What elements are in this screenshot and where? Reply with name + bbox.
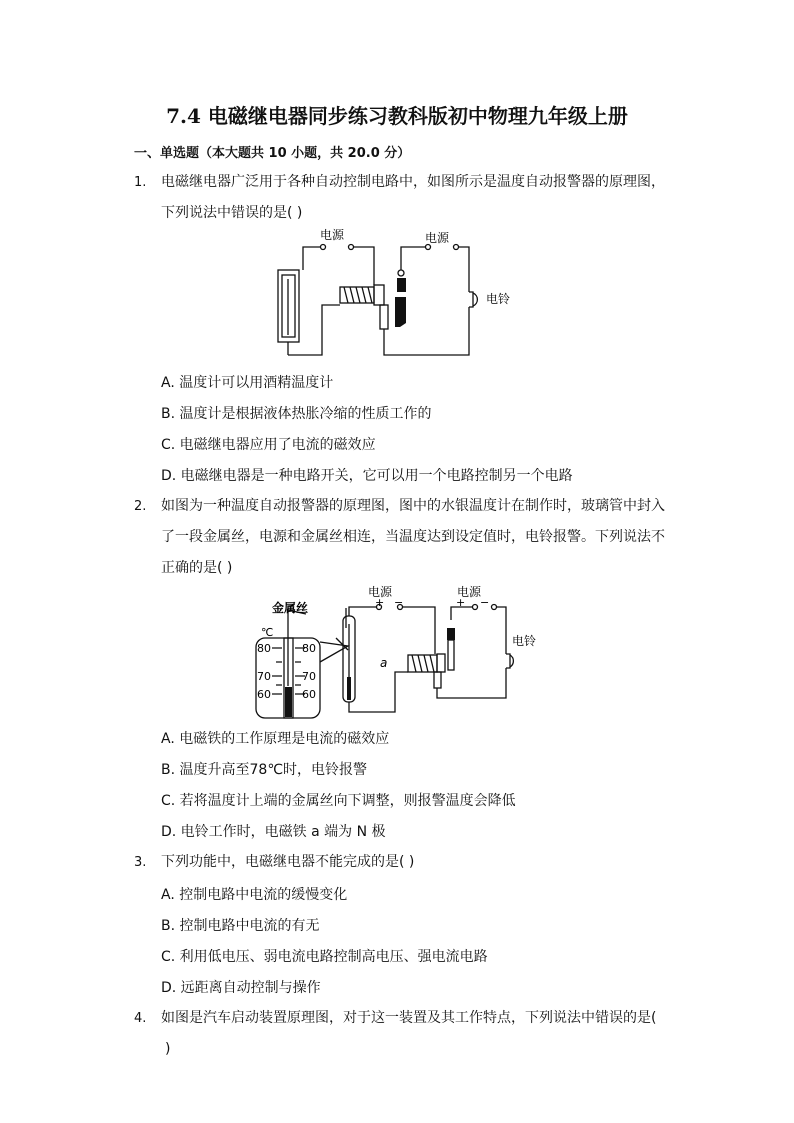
- answer-option: A. 控制电路中电流的缓慢变化: [161, 887, 348, 903]
- label-minus: −: [480, 596, 490, 609]
- label-end-a: a: [380, 656, 388, 670]
- scale-tick: 70: [257, 670, 271, 683]
- question-number: 2.: [134, 499, 147, 514]
- question-number: 3.: [134, 855, 147, 870]
- label-bell: 电铃: [512, 634, 537, 648]
- question-text-line: 了一段金属丝，电源和金属丝相连，当温度达到设定值时，电铃报警。下列说法不: [161, 529, 665, 545]
- scale-tick: 80: [257, 642, 271, 655]
- scale-tick: 70: [302, 670, 316, 683]
- question-text-line: 正确的是( ): [161, 560, 233, 576]
- question-text-line: 下列说法中错误的是( ): [161, 205, 303, 221]
- section-heading: 一、单选题（本大题共 10 小题，共 20.0 分）: [134, 146, 411, 161]
- label-power-source: 电源: [320, 228, 345, 242]
- figure-alarm-circuit-1: [270, 225, 530, 360]
- answer-option: B. 控制电路中电流的有无: [161, 918, 320, 934]
- answer-option: D. 电铃工作时，电磁铁 a 端为 N 极: [161, 824, 386, 840]
- figure-alarm-circuit-2: [250, 582, 550, 720]
- answer-option: D. 电磁继电器是一种电路开关，它可以用一个电路控制另一个电路: [161, 468, 573, 484]
- answer-option: B. 温度升高至78℃时，电铃报警: [161, 762, 368, 778]
- label-plus: +: [456, 596, 466, 609]
- page-title: 7.4 电磁继电器同步练习教科版初中物理九年级上册: [166, 104, 628, 128]
- label-celsius: ℃: [261, 626, 274, 639]
- label-power-source: 电源: [457, 585, 482, 599]
- question-text-line: 电磁继电器广泛用于各种自动控制电路中，如图所示是温度自动报警器的原理图，: [161, 174, 665, 190]
- scale-tick: 60: [257, 688, 271, 701]
- answer-option: C. 利用低电压、弱电流电路控制高电压、强电流电路: [161, 949, 488, 965]
- question-text-line: 如图是汽车启动装置原理图，对于这一装置及其工作特点，下列说法中错误的是(: [161, 1010, 657, 1026]
- scale-tick: 80: [302, 642, 316, 655]
- answer-option: D. 远距离自动控制与操作: [161, 980, 321, 996]
- question-number: 1.: [134, 175, 147, 190]
- answer-option: B. 温度计是根据液体热胀冷缩的性质工作的: [161, 406, 432, 422]
- label-power-source: 电源: [425, 231, 450, 245]
- answer-option: A. 电磁铁的工作原理是电流的磁效应: [161, 731, 390, 747]
- label-power-source: 电源: [368, 585, 393, 599]
- answer-option: C. 电磁继电器应用了电流的磁效应: [161, 437, 376, 453]
- question-number: 4.: [134, 1011, 147, 1026]
- answer-option: C. 若将温度计上端的金属丝向下调整，则报警温度会降低: [161, 793, 516, 809]
- label-metal-wire: 金属丝: [272, 601, 309, 615]
- label-plus: +: [375, 596, 385, 609]
- label-bell: 电铃: [486, 292, 511, 306]
- question-text-line: 下列功能中，电磁继电器不能完成的是( ): [161, 854, 415, 870]
- answer-option: A. 温度计可以用酒精温度计: [161, 375, 334, 391]
- scale-tick: 60: [302, 688, 316, 701]
- question-text-line: ): [165, 1041, 171, 1057]
- question-text-line: 如图为一种温度自动报警器的原理图，图中的水银温度计在制作时，玻璃管中封入: [161, 498, 665, 514]
- label-minus: −: [394, 596, 404, 609]
